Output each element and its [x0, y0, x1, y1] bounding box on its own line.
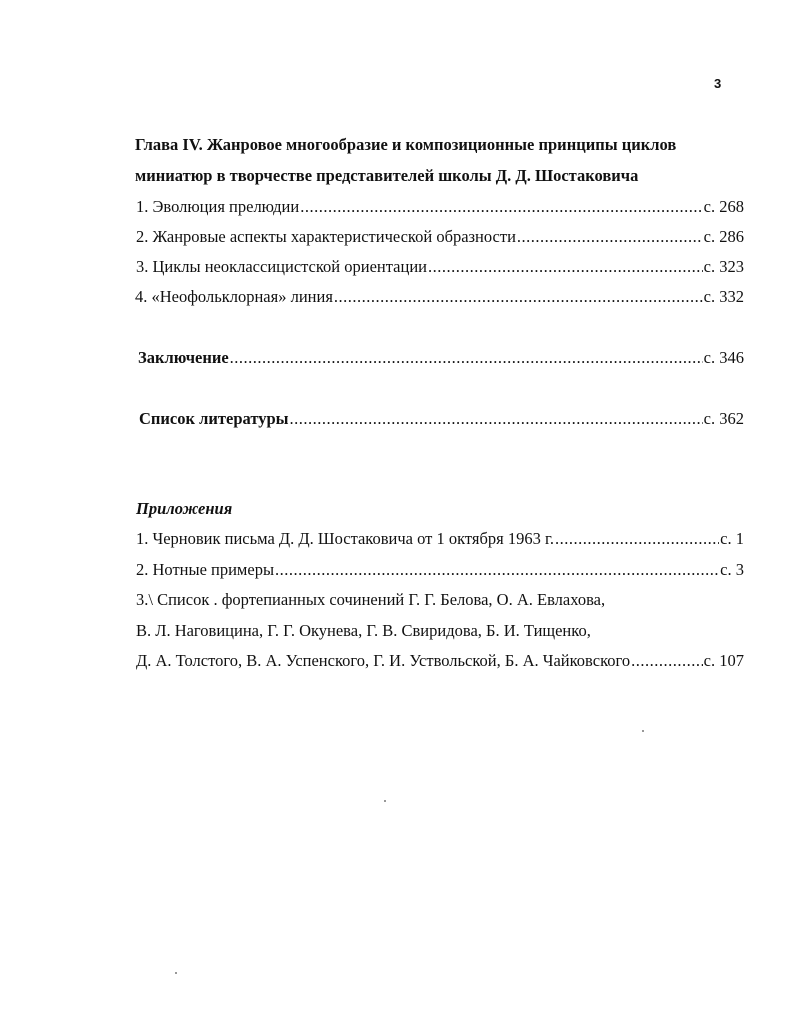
appendix-entry-page: с. 107	[703, 651, 744, 670]
toc-entry-2	[136, 227, 744, 247]
appendix-entry-page: с. 3	[720, 560, 744, 579]
conclusion-label: Заключение	[138, 348, 229, 367]
bibliography-label: Список литературы	[139, 409, 289, 428]
dot-leader	[517, 227, 703, 247]
appendix-entry-page: с. 1	[720, 529, 744, 548]
dot-leader	[230, 348, 703, 368]
toc-bibliography	[139, 409, 744, 429]
conclusion-page: с. 346	[703, 348, 744, 367]
dot-leader	[300, 197, 702, 217]
dot-leader	[290, 409, 703, 429]
appendix-entry-3-line-2: В. Л. Наговицина, Г. Г. Окунева, Г. В. Свиридова, Б. И. Тищенко,	[136, 621, 591, 640]
toc-entry-page: с. 332	[703, 287, 744, 306]
appendix-entry-label: 2. Нотные примеры	[136, 560, 275, 579]
toc-entry-label: 3. Циклы неоклассицистской ориентации	[136, 257, 427, 276]
scan-speck	[384, 800, 386, 802]
toc-entry-label: 1. Эволюция прелюдии	[136, 197, 300, 216]
bibliography-page: с. 362	[703, 409, 744, 428]
toc-entry-label: 2. Жанровые аспекты характеристической образности	[136, 227, 516, 246]
toc-entry-page: с. 286	[703, 227, 744, 246]
toc-entry-1	[136, 197, 744, 217]
toc-entry-3	[136, 257, 744, 277]
appendix-entry-3-line-3	[136, 651, 744, 671]
appendix-entry-label: 1. Черновик письма Д. Д. Шостаковича от 1 октября 1963 г.	[136, 529, 554, 548]
dot-leader	[555, 529, 719, 549]
appendix-entry-3-line-1: 3.\ Список . фортепианных сочинений Г. Г. Белова, О. А. Евлахова,	[136, 590, 606, 609]
dot-leader	[428, 257, 703, 277]
dot-leader	[631, 651, 703, 671]
appendix-entry-2	[136, 560, 744, 580]
dot-leader	[275, 560, 719, 580]
toc-conclusion	[138, 348, 744, 368]
dot-leader	[334, 287, 703, 307]
scan-speck	[642, 730, 644, 732]
appendix-entry-label: Д. А. Толстого, В. А. Успенского, Г. И. Уствольской, Б. А. Чайковского	[136, 651, 631, 670]
chapter-title-line-2: миниатюр в творчестве представителей школы Д. Д. Шостаковича	[135, 166, 639, 185]
toc-entry-label: 4. «Неофольклорная» линия	[135, 287, 333, 306]
appendix-entry-1	[136, 529, 744, 549]
toc-entry-page: с. 323	[703, 257, 744, 276]
toc-entry-page: с. 268	[703, 197, 744, 216]
toc-entry-4	[135, 287, 744, 307]
appendices-heading: Приложения	[136, 499, 233, 518]
page-number: 3	[714, 76, 722, 91]
chapter-title-line-1: Глава IV. Жанровое многообразие и композиционные принципы циклов	[135, 135, 677, 154]
scan-speck	[175, 972, 177, 974]
